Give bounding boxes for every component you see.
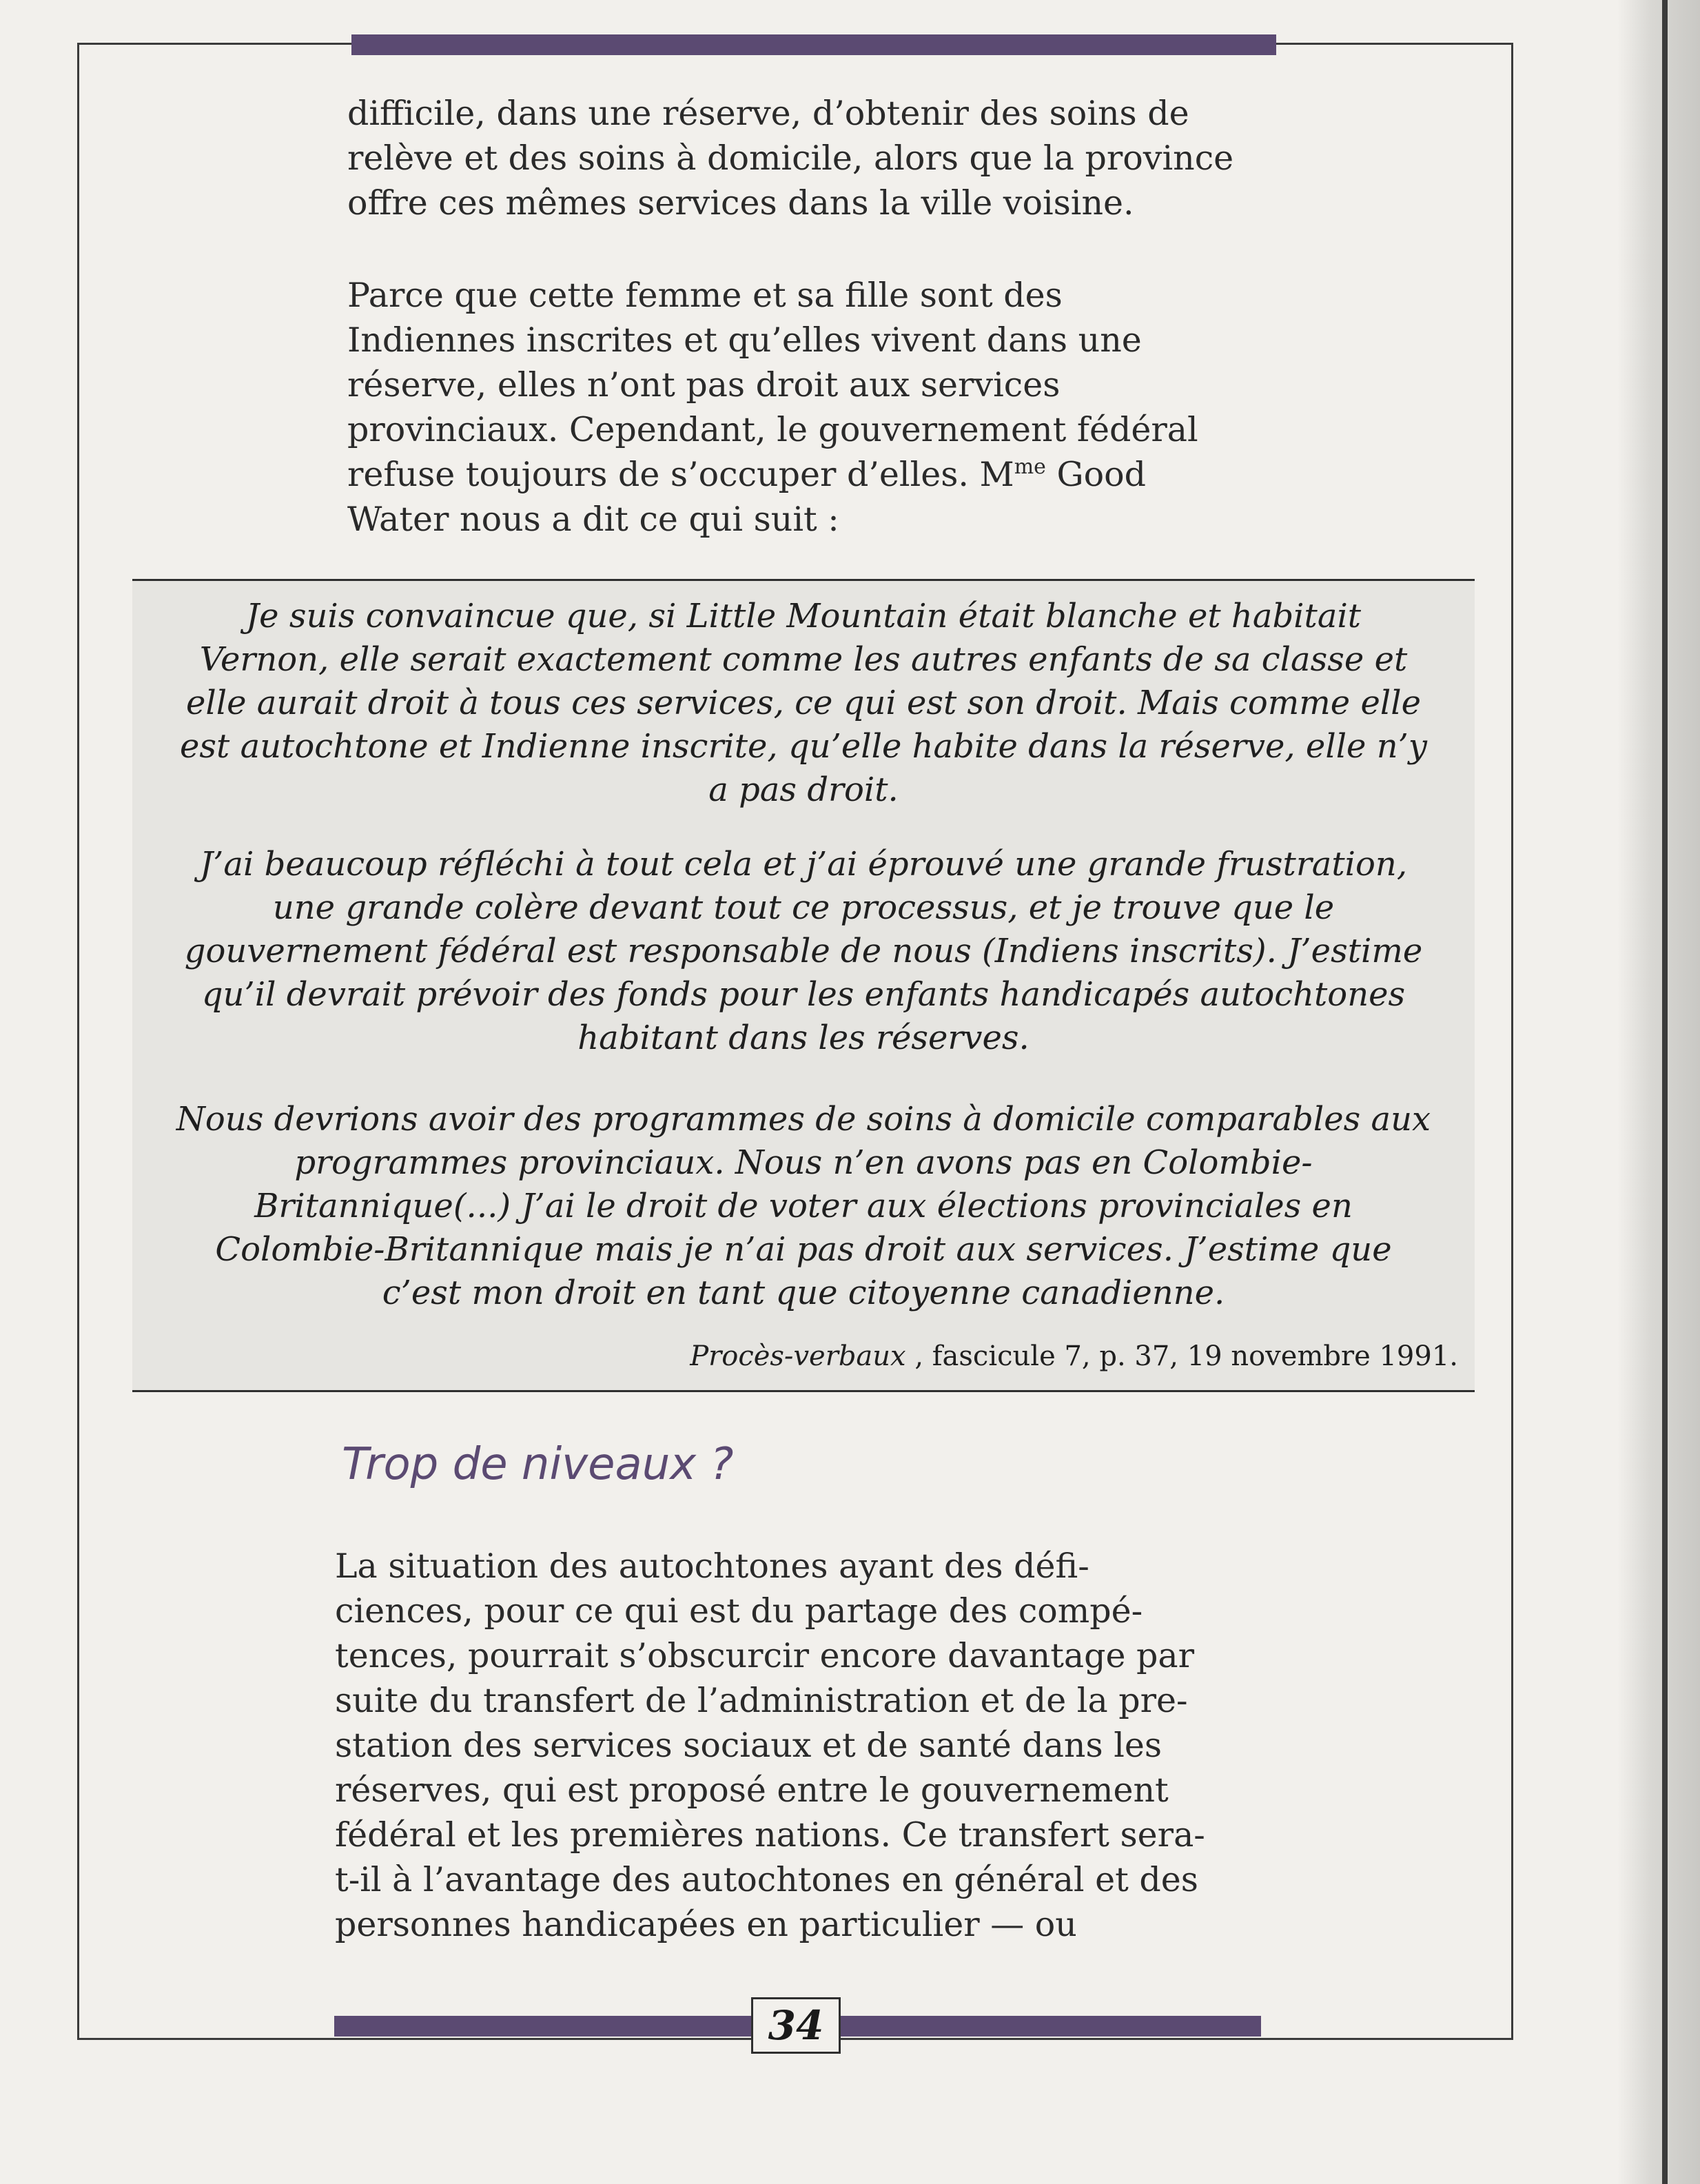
scan-shadow (1617, 0, 1700, 2184)
paragraph-continuation: difficile, dans une réserve, d’obtenir des soins de relève et des soins à domicile, alors que la province offre ces mêmes services dans la ville voisine. (347, 94, 1234, 223)
citation-details: , fascicule 7, p. 37, 19 novembre 1991. (905, 1340, 1458, 1372)
scan-edge (1662, 0, 1668, 2184)
page-number: 34 (768, 2002, 824, 2049)
citation-source: Procès-verbaux (690, 1340, 906, 1372)
testimony-quote-box (132, 579, 1475, 1392)
page-number-box (751, 1997, 841, 2054)
paragraph-good-water (347, 273, 1298, 542)
section-paragraph: La situation des autochtones ayant des défi- ciences, pour ce qui est du partage des compé- tences, pourrait s’obscurcir encore davantage par suite du transfert de l’administration et de la pre- station des services sociaux et de santé dans les réserves, qui est proposé entre le gouvernement fédéral et les premières nations. Ce transfert sera- t-il à l’avantage des autochtones en général et des personnes handicapées en particulier — ou (335, 1547, 1205, 1944)
paragraph-text-end: Good Water nous a dit ce qui suit : (347, 455, 1146, 539)
quote-paragraph-1: Je suis convaincue que, si Little Mountain était blanche et habitait Vernon, elle serait exactement comme les autres enfants de sa classe et elle aurait droit à tous ces services, ce qui est son droit. Mais comme elle est autochtone et Indienne inscrite, qu’elle habite dans la réserve, elle n’y a pas droit. (179, 597, 1427, 809)
quote-paragraph-3: Nous devrions avoir des programmes de soins à domicile comparables aux programmes provinciaux. Nous n’en avons pas en Colombie- Britannique(...) J’ai le droit de voter aux élections provinciales en Colombie-Britannique mais je n’ai pas droit aux services. J’estime que c’est mon droit en tant que citoyenne canadienne. (176, 1100, 1431, 1312)
top-accent-bar (351, 34, 1276, 55)
section-heading: Trop de niveaux ? (342, 1439, 734, 1490)
paragraph-text-start: Parce que cette femme et sa fille sont des Indiennes inscrites et qu’elles vivent dans une réserve, elles n’ont pas droit aux services provinciaux. Cependant, le gouvernement fédéral refuse toujours de s’occuper d’elles. M (347, 276, 1198, 494)
quote-paragraph-2: J’ai beaucoup réfléchi à tout cela et j’ai éprouvé une grande frustration, une grande colère devant tout ce processus, et je trouve que le gouvernement fédéral est responsable de nous (Indiens inscrits). J’estime qu’il devrait prévoir des fonds pour les enfants handicapés autochtones habitant dans les réserves. (184, 845, 1423, 1057)
superscript-me: me (1014, 455, 1046, 479)
quote-citation (690, 1339, 1458, 1374)
